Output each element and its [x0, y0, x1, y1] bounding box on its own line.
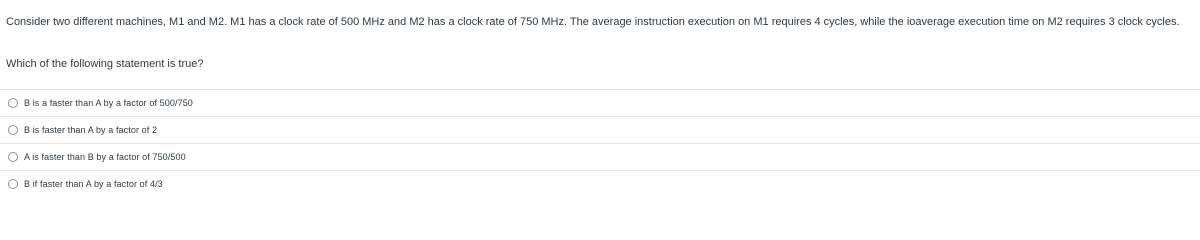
answer-option-2[interactable] [0, 116, 1200, 143]
question-text: Consider two different machines, M1 and M2. M1 has a clock rate of 500 MHz and M2 has a clock rate of 750 MHz. The average instruction execution on M1 requires 4 cycles, while the ioaverage execution time on M2 requires 3 clock cycles. [6, 16, 1180, 28]
answer-label: B is a faster than A by a factor of 500/750 [24, 98, 193, 108]
answer-label: B is faster than A by a factor of 2 [24, 125, 158, 135]
answer-option-1[interactable] [0, 89, 1200, 116]
question-prompt: Which of the following statement is true? [6, 58, 204, 70]
answer-option-4[interactable] [0, 170, 1200, 197]
radio-button-icon[interactable] [8, 152, 18, 162]
answer-label: A is faster than B by a factor of 750/500 [24, 152, 186, 162]
radio-button-icon[interactable] [8, 179, 18, 189]
answer-option-3[interactable] [0, 143, 1200, 170]
answer-list [0, 89, 1200, 197]
answer-label: B if faster than A by a factor of 4/3 [24, 179, 163, 189]
radio-button-icon[interactable] [8, 98, 18, 108]
radio-button-icon[interactable] [8, 125, 18, 135]
